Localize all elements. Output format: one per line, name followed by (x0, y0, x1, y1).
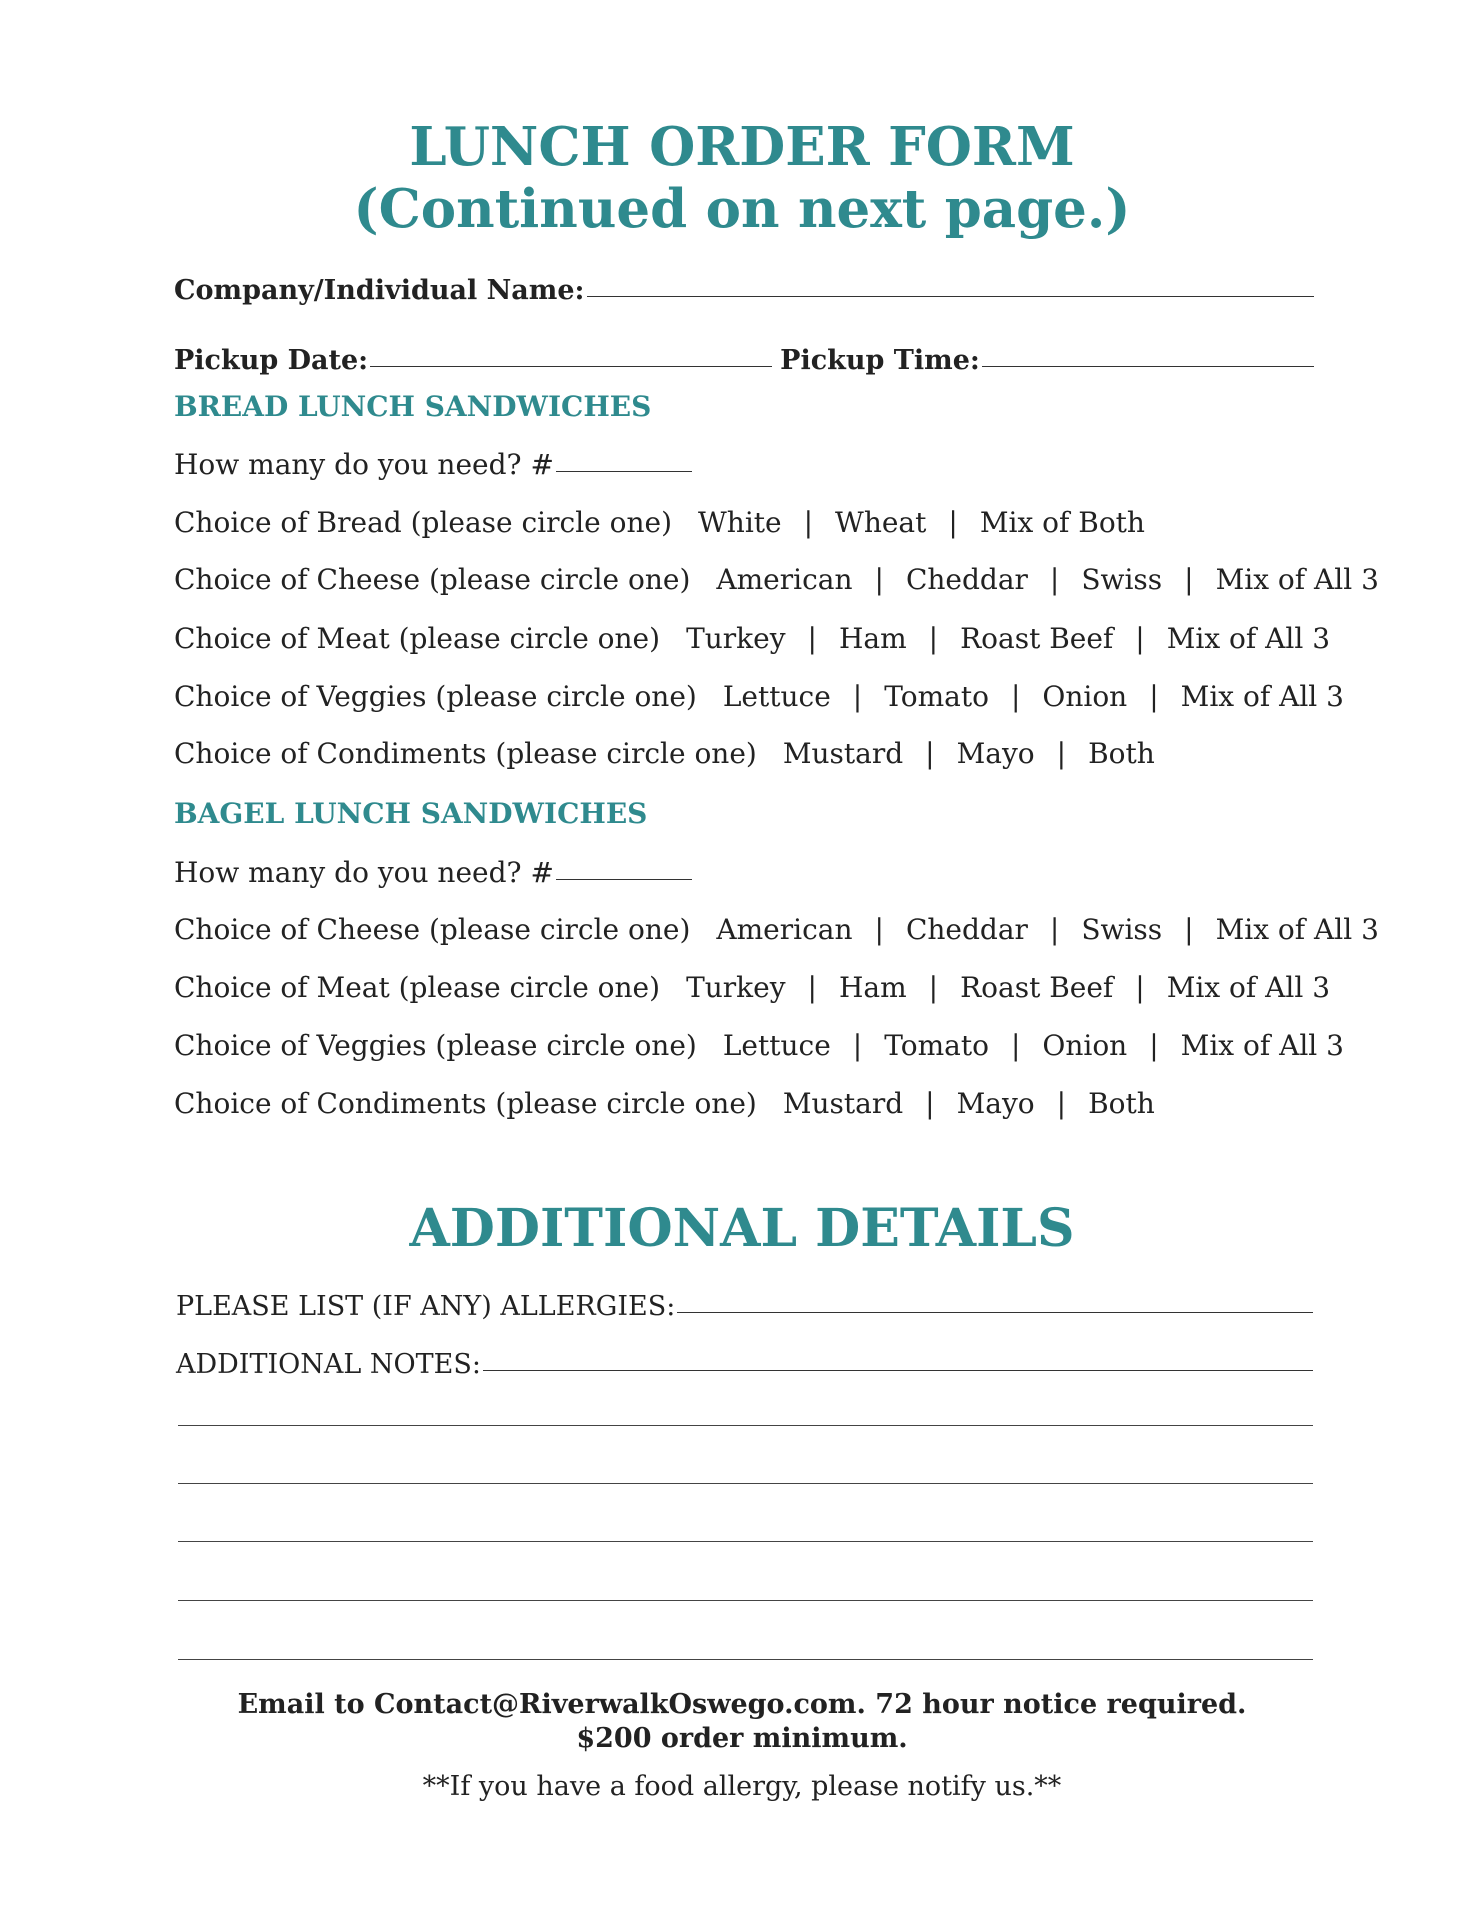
choice-label: Choice of Bread (please circle one) (174, 506, 673, 539)
choice-option[interactable]: Mix of All 3 (1166, 622, 1331, 655)
bread-quantity-blank[interactable] (556, 471, 692, 472)
option-separator: | (852, 680, 863, 713)
option-separator: | (1184, 563, 1194, 596)
form-subtitle: (Continued on next page.) (353, 178, 1131, 240)
choice-option[interactable]: Onion (1042, 1029, 1128, 1062)
notes-line[interactable] (178, 1659, 1313, 1660)
choice-option[interactable]: Mix of All 3 (1180, 1029, 1344, 1062)
pickup-date-label: Pickup Date: (174, 345, 369, 376)
option-separator: | (1049, 913, 1060, 946)
notes-line[interactable] (178, 1541, 1313, 1542)
company-name-label: Company/Individual Name: (174, 275, 585, 306)
choice-option[interactable]: American (716, 563, 853, 596)
option-separator: | (1010, 1029, 1021, 1062)
choice-label: Choice of Meat (please circle one) (174, 622, 661, 655)
pickup-date-blank[interactable] (370, 366, 772, 367)
choice-option[interactable]: Mayo (956, 737, 1035, 770)
choice-option[interactable]: Mix of All 3 (1166, 971, 1331, 1004)
allergies-field[interactable] (176, 1278, 1313, 1322)
option-separator: | (1010, 680, 1021, 713)
additional-details-heading: ADDITIONAL DETAILS (409, 1198, 1075, 1259)
notes-label: ADDITIONAL NOTES: (176, 1349, 481, 1380)
choice-option[interactable]: Mix of Both (979, 506, 1145, 539)
choice-option[interactable]: Cheddar (905, 563, 1028, 596)
bread-section-heading: BREAD LUNCH SANDWICHES (174, 390, 652, 423)
choice-row (174, 680, 1344, 713)
pickup-time-label: Pickup Time: (780, 345, 980, 376)
bread-quantity-field[interactable] (174, 448, 692, 481)
option-separator: | (1135, 622, 1145, 655)
choice-option[interactable]: Cheddar (905, 913, 1028, 946)
choice-option[interactable]: Both (1088, 737, 1155, 770)
bread-quantity-label: How many do you need? # (174, 448, 554, 481)
choice-row (174, 506, 1145, 539)
choice-option[interactable]: Mayo (956, 1087, 1035, 1120)
choice-option[interactable]: White (698, 506, 782, 539)
choice-label: Choice of Condiments (please circle one) (174, 1087, 757, 1120)
choice-option[interactable]: Tomato (884, 680, 989, 713)
choice-option[interactable]: Lettuce (722, 1029, 831, 1062)
option-separator: | (1149, 680, 1159, 713)
option-separator: | (807, 971, 817, 1004)
choice-option[interactable]: Mix of All 3 (1215, 913, 1379, 946)
choice-option[interactable]: Mustard (782, 737, 904, 770)
choice-label: Choice of Veggies (please circle one) (174, 1029, 697, 1062)
company-name-field[interactable] (174, 262, 1314, 306)
choice-option[interactable]: American (716, 913, 853, 946)
choice-option[interactable]: Turkey (686, 971, 786, 1004)
choice-label: Choice of Meat (please circle one) (174, 971, 661, 1004)
bagel-quantity-label: How many do you need? # (174, 856, 554, 889)
pickup-row (174, 332, 1314, 376)
choice-option[interactable]: Mustard (782, 1087, 904, 1120)
option-separator: | (1135, 971, 1145, 1004)
option-separator: | (928, 971, 939, 1004)
choice-row (174, 563, 1379, 596)
option-separator: | (925, 737, 935, 770)
notes-line[interactable] (178, 1483, 1313, 1484)
choice-row (174, 1029, 1344, 1062)
choice-row (174, 971, 1330, 1004)
choice-option[interactable]: Ham (838, 622, 907, 655)
option-separator: | (1056, 1087, 1067, 1120)
choice-row (174, 1087, 1155, 1120)
notes-line[interactable] (178, 1425, 1313, 1426)
choice-row (174, 622, 1330, 655)
choice-option[interactable]: Mix of All 3 (1180, 680, 1344, 713)
choice-option[interactable]: Mix of All 3 (1215, 563, 1379, 596)
choice-row (174, 737, 1155, 770)
choice-row (174, 913, 1379, 946)
bagel-quantity-blank[interactable] (556, 879, 692, 880)
notes-field[interactable] (176, 1336, 1313, 1380)
option-separator: | (1149, 1029, 1159, 1062)
option-separator: | (803, 506, 814, 539)
choice-label: Choice of Condiments (please circle one) (174, 737, 757, 770)
company-name-blank[interactable] (587, 296, 1314, 297)
choice-option[interactable]: Tomato (884, 1029, 989, 1062)
choice-label: Choice of Cheese (please circle one) (174, 913, 691, 946)
bagel-quantity-field[interactable] (174, 856, 692, 889)
choice-option[interactable]: Swiss (1081, 563, 1163, 596)
choice-option[interactable]: Onion (1042, 680, 1128, 713)
choice-option[interactable]: Swiss (1081, 913, 1163, 946)
option-separator: | (1056, 737, 1067, 770)
choice-option[interactable]: Lettuce (722, 680, 831, 713)
option-separator: | (1049, 563, 1060, 596)
choice-label: Choice of Cheese (please circle one) (174, 563, 691, 596)
choice-option[interactable]: Turkey (686, 622, 786, 655)
choice-option[interactable]: Roast Beef (960, 971, 1114, 1004)
allergies-label: PLEASE LIST (IF ANY) ALLERGIES: (176, 1291, 676, 1322)
option-separator: | (948, 506, 958, 539)
notes-blank[interactable] (483, 1370, 1313, 1371)
choice-label: Choice of Veggies (please circle one) (174, 680, 697, 713)
footer-minimum-line: $200 order minimum. (576, 1723, 908, 1754)
option-separator: | (1184, 913, 1194, 946)
choice-option[interactable]: Roast Beef (960, 622, 1114, 655)
option-separator: | (852, 1029, 863, 1062)
option-separator: | (874, 913, 884, 946)
option-separator: | (928, 622, 939, 655)
option-separator: | (874, 563, 884, 596)
footer-email-line: Email to Contact@RiverwalkOswego.com. 72 hour notice required. (237, 1689, 1247, 1720)
choice-option[interactable]: Ham (838, 971, 907, 1004)
form-title: LUNCH ORDER FORM (409, 116, 1075, 178)
option-separator: | (925, 1087, 935, 1120)
bagel-section-heading: BAGEL LUNCH SANDWICHES (174, 797, 648, 830)
notes-line[interactable] (178, 1600, 1313, 1601)
allergies-blank[interactable] (677, 1312, 1313, 1313)
choice-option[interactable]: Both (1088, 1087, 1155, 1120)
option-separator: | (807, 622, 817, 655)
pickup-time-blank[interactable] (982, 366, 1314, 367)
choice-option[interactable]: Wheat (835, 506, 927, 539)
footer-allergy-note: **If you have a food allergy, please notify us.** (422, 1771, 1062, 1802)
